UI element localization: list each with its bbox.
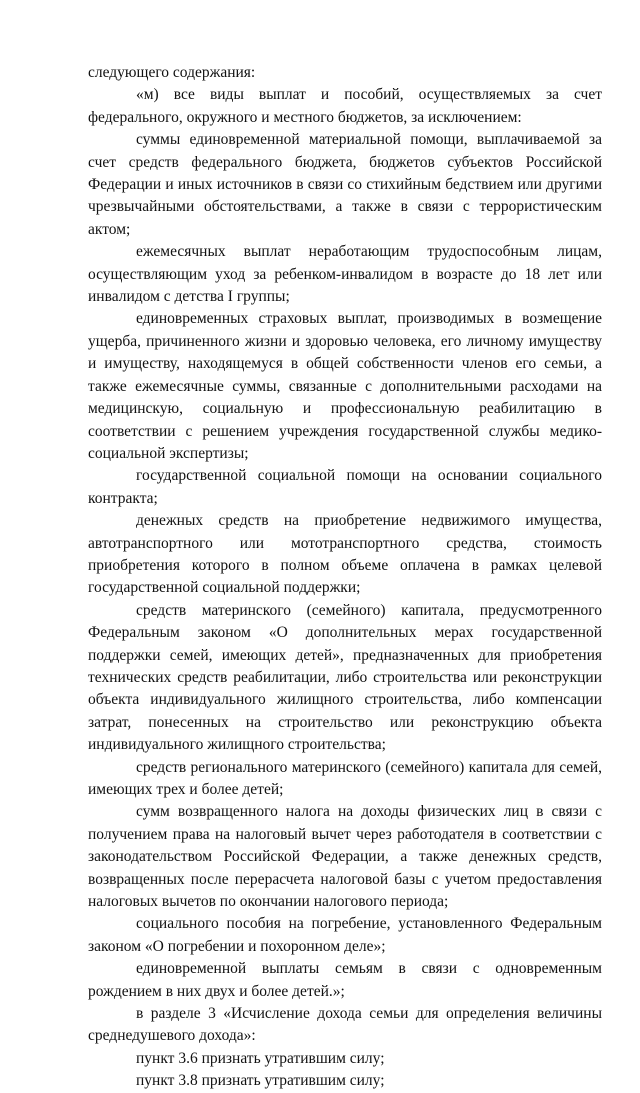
paragraph-material-aid: суммы единовременной материальной помощи, выплачиваемой за счет средств федерального бюджета, бюджетов субъектов Российской Федерации и иных источников в связи со стихийным бедствием или другими чрезвычайными обстоятельствами, а также в связи с террористическим актом; bbox=[88, 131, 602, 238]
paragraph-clause-3-8: пункт 3.8 признать утратившим силу; bbox=[136, 1072, 385, 1090]
paragraph-property-funds: денежных средств на приобретение недвижимого имущества, автотранспортного или мототранспортного средства, стоимость приобретения которого в полном объеме оплачена в рамках целевой государственной социальной поддержки; bbox=[88, 512, 602, 597]
paragraph-regional-capital: средств регионального материнского (семейного) капитала для семей, имеющих трех и более детей; bbox=[88, 758, 602, 798]
paragraph-intro: следующего содержания: bbox=[88, 64, 256, 81]
paragraph-insurance-payments: единовременных страховых выплат, производимых в возмещение ущерба, причиненного жизни и здоровью человека, его личному имуществу и имуществу, находящемуся в общей собственности членов его семьи, а также ежемесячные суммы, связанные с дополнительными расходами на медицинскую, социальную и профессиональную реабилитацию в соответствии с решением учреждения государственной службы медико-социальной экспертизы; bbox=[88, 310, 602, 462]
paragraph-monthly-payments: ежемесячных выплат неработающим трудоспособным лицам, осуществляющим уход за ребенком-инвалидом в возрасте до 18 лет или инвалидом с детства I группы; bbox=[88, 243, 602, 306]
paragraph-multiple-birth: единовременной выплаты семьям в связи с одновременным рождением в них двух и более детей.»; bbox=[88, 960, 602, 1000]
paragraph-social-contract: государственной социальной помощи на основании социального контракта; bbox=[88, 467, 602, 507]
paragraph-tax-refund: сумм возвращенного налога на доходы физических лиц в связи с получением права на налоговый вычет через работодателя в соответствии с законодательством Российской Федерации, а также денежных средств, возвращенных после перерасчета налоговой базы с учетом предоставления налоговых вычетов по окончании налогового периода; bbox=[88, 803, 602, 911]
paragraph-item-m: «м) все виды выплат и пособий, осуществляемых за счет федерального, окружного и местного бюджетов, за исключением: bbox=[88, 86, 602, 126]
paragraph-clause-3-6: пункт 3.6 признать утратившим силу; bbox=[136, 1049, 385, 1067]
paragraph-section-3: в разделе 3 «Исчисление дохода семьи для определения величины среднедушевого дохода»: bbox=[88, 1005, 602, 1045]
paragraph-burial-allowance: социального пособия на погребение, установленного Федеральным законом «О погребении и похоронном деле»; bbox=[88, 915, 602, 955]
paragraph-maternity-capital: средств материнского (семейного) капитала, предусмотренного Федеральным законом «О дополнительных мерах государственной поддержки семей, имеющих детей», предназначенных для приобретения технических средств реабилитации, либо строительства или реконструкции объекта индивидуального жилищного строительства, либо компенсации затрат, понесенных на строительство или реконструкцию объекта индивидуального жилищного строительства; bbox=[88, 601, 602, 754]
